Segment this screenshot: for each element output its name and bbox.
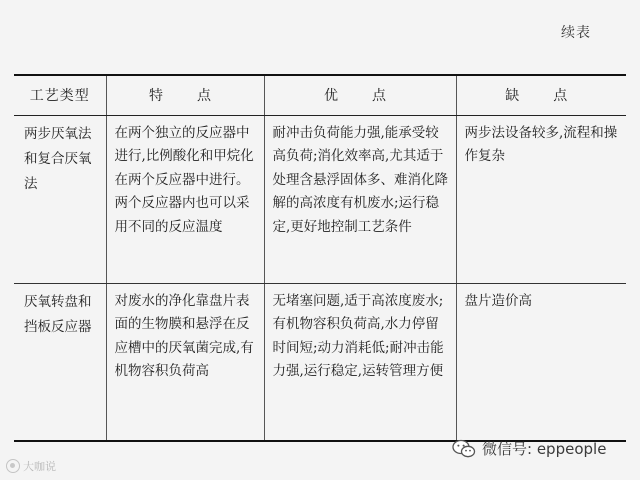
header-features: 特 点: [106, 75, 264, 115]
cell-disadvantages: [456, 115, 626, 283]
source-mark-icon: [6, 459, 20, 473]
header-disadvantages: 缺 点: [456, 75, 626, 115]
table-row: [14, 115, 626, 283]
cell-process-type: [14, 115, 106, 283]
features-text: 在两个独立的反应器中进行,比例酸化和甲烷化在两个反应器中进行。两个反应器内也可以采用不同的反应温度: [114, 124, 254, 235]
cell-advantages: [264, 115, 456, 283]
continued-table-label: 续表: [561, 25, 591, 41]
cell-disadvantages: [456, 283, 626, 441]
cell-advantages: [264, 283, 456, 441]
advantages-text: 耐冲击负荷能力强,能承受较高负荷;消化效率高,尤其适于处理含悬浮固体多、难消化降解的高浓度有机废水;运行稳定,更好地控制工艺条件: [272, 124, 448, 235]
source-watermark-text: 大咖说: [23, 460, 56, 473]
table-row: [14, 283, 626, 441]
process-comparison-table: [14, 74, 626, 442]
wechat-watermark: [452, 438, 606, 459]
cell-process-type: [14, 283, 106, 441]
header-advantages: 优 点: [264, 75, 456, 115]
disadvantages-text: 两步法设备较多,流程和操作复杂: [464, 124, 618, 165]
source-watermark: [6, 458, 56, 474]
disadvantages-text: 盘片造价高: [464, 292, 532, 309]
wechat-id-text: 微信号: eppeople: [482, 440, 607, 458]
wechat-icon: [452, 439, 476, 459]
cell-features: [106, 115, 264, 283]
process-comparison-table-container: [14, 74, 626, 442]
features-text: 对废水的净化靠盘片表面的生物膜和悬浮在反应槽中的厌氧菌完成,有机物容积负荷高: [114, 292, 254, 380]
advantages-text: 无堵塞问题,适于高浓度废水;有机物容积负荷高,水力停留时间短;动力消耗低;耐冲击能力强,运行稳定,运转管理方便: [272, 292, 444, 380]
cell-features: [106, 283, 264, 441]
process-name-text: 两步厌氧法和复合厌氧法: [24, 125, 92, 192]
header-process-type: 工艺类型: [14, 75, 106, 115]
process-name-text: 厌氧转盘和挡板反应器: [24, 293, 92, 335]
table-header-row: [14, 75, 626, 115]
